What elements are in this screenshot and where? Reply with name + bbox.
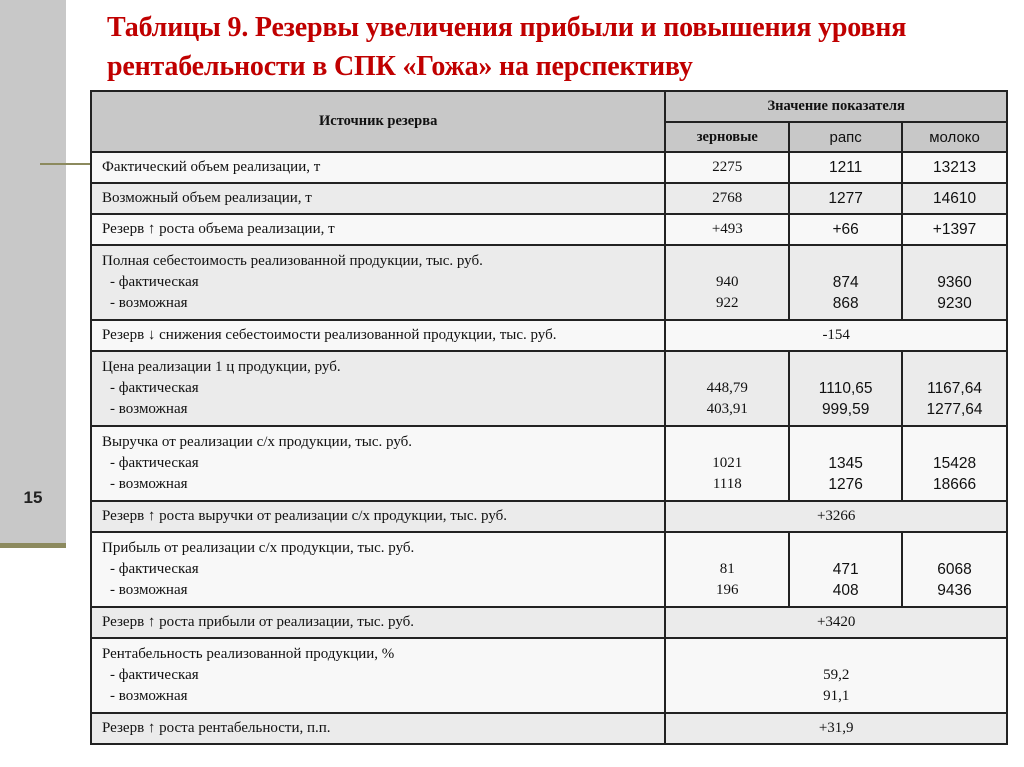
value-rapeseed: 1211 — [789, 152, 902, 183]
page-number: 15 — [23, 488, 43, 507]
value: 91,1 — [823, 688, 850, 704]
row-sublabel: - возможная — [110, 295, 188, 311]
value-rapeseed: 1277 — [789, 183, 902, 214]
row-label — [91, 501, 665, 532]
value-rapeseed — [789, 245, 902, 320]
row-label — [91, 245, 665, 320]
row-sublabel: - фактическая — [110, 667, 199, 683]
value: 448,79 — [706, 380, 748, 396]
value: 1110,65 — [818, 380, 873, 397]
value-rapeseed: +66 — [789, 214, 902, 245]
row-sublabel: - возможная — [110, 688, 188, 704]
header-col-grain: зерновые — [665, 122, 789, 152]
value: 1345 — [828, 455, 863, 472]
row-label-text: Возможный объем реализации, т — [102, 190, 312, 206]
merged-value: +3266 — [665, 501, 1007, 532]
table-row — [91, 713, 1007, 744]
sidebar-accent-line — [0, 543, 66, 548]
value: 9436 — [937, 582, 972, 599]
row-sublabel: - фактическая — [110, 561, 199, 577]
merged-value: +31,9 — [665, 713, 1007, 744]
table-row — [91, 501, 1007, 532]
row-label-text: Резерв ↑ роста прибыли от реализации, тыс. руб. — [102, 614, 415, 630]
value-milk: 14610 — [902, 183, 1007, 214]
value: 1276 — [828, 476, 863, 493]
value-grain — [665, 245, 789, 320]
table-row — [91, 183, 1007, 214]
value: 1277,64 — [926, 401, 983, 418]
value-milk — [902, 426, 1007, 501]
header-col-rapeseed: рапс — [789, 122, 902, 152]
row-label-text: Рентабельность реализованной продукции, % — [102, 646, 395, 662]
value: 81 — [719, 561, 735, 577]
value-grain: +493 — [665, 214, 789, 245]
header-col-milk: молоко — [902, 122, 1007, 152]
table-row — [91, 245, 1007, 320]
row-label — [91, 183, 665, 214]
row-sublabel: - фактическая — [110, 455, 199, 471]
value-milk: 13213 — [902, 152, 1007, 183]
value-rapeseed — [789, 426, 902, 501]
header-value: Значение показателя — [665, 91, 1007, 122]
row-label — [91, 214, 665, 245]
row-label-text: Цена реализации 1 ц продукции, руб. — [102, 359, 341, 375]
value: 471 — [832, 561, 859, 578]
header-source: Источник резерва — [91, 91, 665, 152]
value: 868 — [832, 295, 859, 312]
row-label-text: Резерв ↑ роста объема реализации, т — [102, 221, 335, 237]
value: 1167,64 — [927, 380, 982, 397]
value: 403,91 — [706, 401, 748, 417]
value-rapeseed — [789, 532, 902, 607]
row-sublabel: - возможная — [110, 582, 188, 598]
row-label — [91, 607, 665, 638]
row-label — [91, 638, 665, 713]
value: 1118 — [712, 476, 742, 492]
table-row — [91, 607, 1007, 638]
table-row — [91, 214, 1007, 245]
value: 9360 — [937, 274, 972, 291]
value-grain: 2768 — [665, 183, 789, 214]
value: 874 — [832, 274, 859, 291]
value: 1021 — [712, 455, 743, 471]
decorative-line — [40, 163, 92, 165]
row-label-text: Резерв ↑ роста выручки от реализации с/х продукции, тыс. руб. — [102, 508, 508, 524]
value-grain — [665, 532, 789, 607]
value-grain — [665, 351, 789, 426]
slide-title: Таблицы 9. Резервы увеличения прибыли и повышения уровня рентабельности в СПК «Гожа» на перспективу — [107, 12, 907, 82]
row-label-text: Резерв ↑ роста рентабельности, п.п. — [102, 720, 331, 736]
table-row — [91, 152, 1007, 183]
table-row — [91, 638, 1007, 713]
row-label — [91, 152, 665, 183]
row-label-text: Резерв ↓ снижения себестоимости реализованной продукции, тыс. руб. — [102, 327, 557, 343]
row-label-text: Выручка от реализации с/х продукции, тыс. руб. — [102, 434, 413, 450]
table-row — [91, 320, 1007, 351]
row-label-text: Полная себестоимость реализованной продукции, тыс. руб. — [102, 253, 483, 269]
value-grain: 2275 — [665, 152, 789, 183]
merged-value: +3420 — [665, 607, 1007, 638]
reserves-table — [90, 90, 1008, 745]
value: 999,59 — [821, 401, 870, 418]
row-label — [91, 713, 665, 744]
value: 15428 — [932, 455, 977, 472]
row-label — [91, 351, 665, 426]
table-row — [91, 351, 1007, 426]
value-milk — [902, 351, 1007, 426]
row-label — [91, 320, 665, 351]
slide-sidebar — [0, 0, 66, 543]
value: 922 — [716, 295, 739, 311]
value-rapeseed — [789, 351, 902, 426]
value-grain — [665, 426, 789, 501]
row-sublabel: - фактическая — [110, 380, 199, 396]
row-label — [91, 532, 665, 607]
value: 59,2 — [823, 667, 850, 683]
merged-value — [665, 638, 1007, 713]
value: 9230 — [937, 295, 972, 312]
value: 196 — [716, 582, 739, 598]
row-label-text: Фактический объем реализации, т — [102, 159, 321, 175]
value: 18666 — [932, 476, 977, 493]
row-label — [91, 426, 665, 501]
value-milk — [902, 245, 1007, 320]
value-milk: +1397 — [902, 214, 1007, 245]
row-sublabel: - возможная — [110, 476, 188, 492]
value: 940 — [716, 274, 739, 290]
table-row — [91, 426, 1007, 501]
value: 408 — [832, 582, 859, 599]
row-label-text: Прибыль от реализации с/х продукции, тыс. руб. — [102, 540, 415, 556]
value: 6068 — [937, 561, 972, 578]
row-sublabel: - фактическая — [110, 274, 199, 290]
merged-value: -154 — [665, 320, 1007, 351]
row-sublabel: - возможная — [110, 401, 188, 417]
table-row — [91, 532, 1007, 607]
value-milk — [902, 532, 1007, 607]
